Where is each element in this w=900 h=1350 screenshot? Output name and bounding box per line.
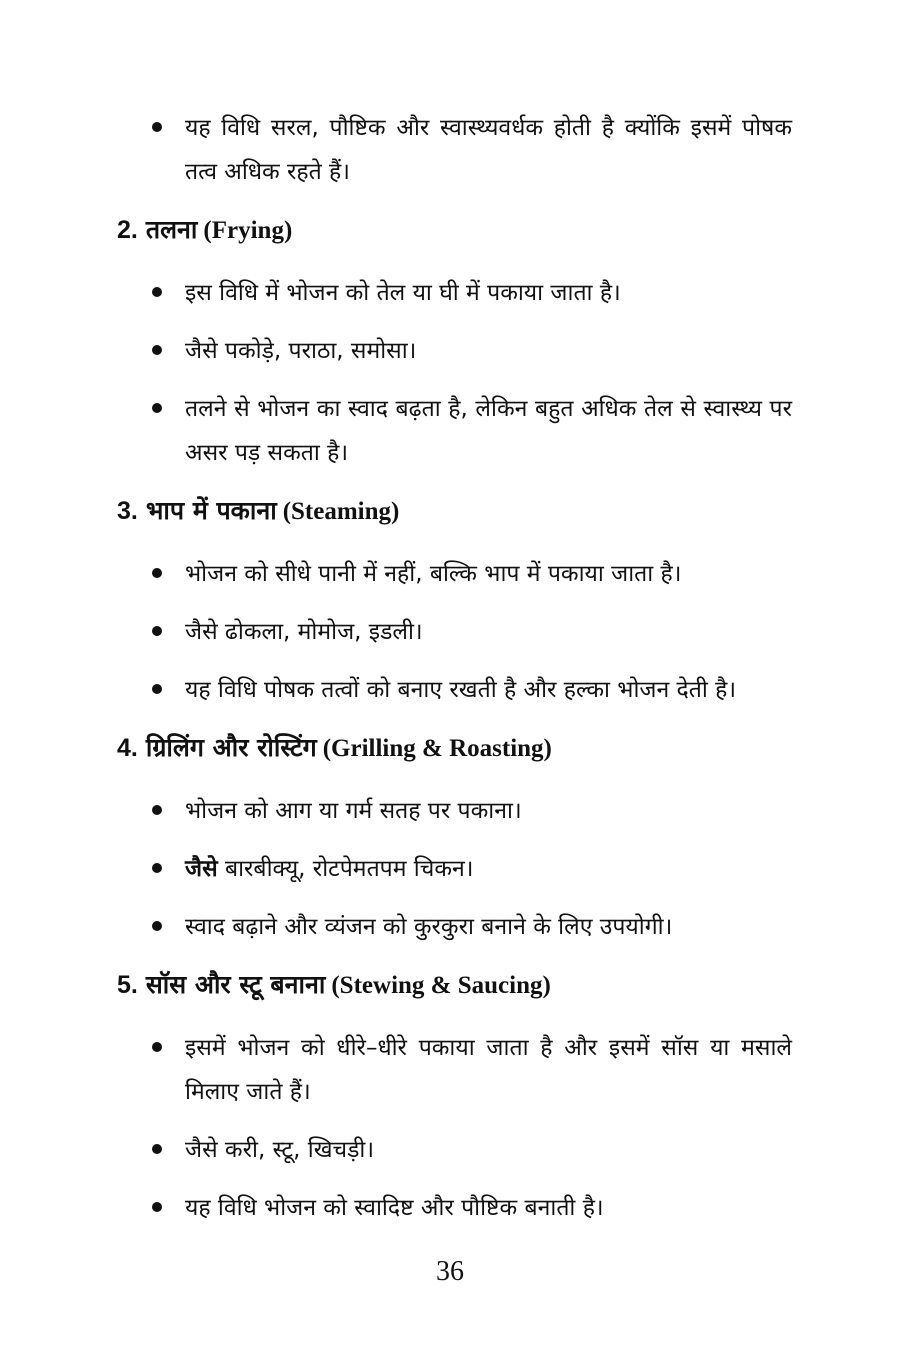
bullet-icon bbox=[152, 668, 185, 712]
bullet-icon bbox=[152, 552, 185, 596]
section-number: 5. bbox=[117, 971, 138, 999]
section-title-hindi: तलना bbox=[145, 215, 198, 244]
list-item-text: इसमें भोजन को धीरे–धीरे पकाया जाता है और इसमें सॉस या मसाले मिलाए जाते हैं। bbox=[185, 1035, 792, 1105]
bullet-icon bbox=[152, 106, 185, 194]
list-item bbox=[152, 1026, 792, 1114]
list-item-text: स्वाद बढ़ाने और व्यंजन को कुरकुरा बनाने के लिए उपयोगी। bbox=[185, 914, 673, 940]
list-item-text: तलने से भोजन का स्वाद बढ़ता है, लेकिन बहुत अधिक तेल से स्वास्थ्य पर असर पड़ सकता है। bbox=[185, 396, 792, 466]
list-item-text bbox=[185, 847, 792, 891]
list-item-text: यह विधि भोजन को स्वादिष्ट और पौष्टिक बनाती है। bbox=[185, 1195, 604, 1221]
bullet-icon bbox=[152, 387, 185, 475]
section-title-english: (Stewing & Saucing) bbox=[331, 972, 551, 999]
page-content bbox=[117, 106, 792, 1244]
bullet-icon bbox=[152, 329, 185, 373]
bullet-icon bbox=[152, 1026, 185, 1114]
page-number: 36 bbox=[436, 1256, 464, 1287]
bullet-icon bbox=[152, 905, 185, 949]
list-item bbox=[152, 668, 792, 712]
list-item bbox=[152, 387, 792, 475]
section-heading-grilling-roasting bbox=[117, 726, 792, 771]
section-title-hindi: ग्रिलिंग और रोस्टिंग bbox=[145, 733, 317, 762]
bullet-icon bbox=[152, 1128, 185, 1172]
section-title-hindi: सॉस और स्टू बनाना bbox=[145, 970, 326, 999]
section-heading-frying bbox=[117, 208, 792, 253]
section-number: 2. bbox=[117, 216, 138, 244]
list-item-text: भोजन को आग या गर्म सतह पर पकाना। bbox=[185, 798, 522, 824]
section-number: 4. bbox=[117, 734, 138, 762]
list-item-text: भोजन को सीधे पानी में नहीं, बल्कि भाप में पकाया जाता है। bbox=[185, 561, 682, 587]
list-item bbox=[152, 271, 792, 315]
list-item-text: जैसे करी, स्टू, खिचड़ी। bbox=[185, 1137, 375, 1163]
bullet-icon bbox=[152, 610, 185, 654]
list-item-text: जैसे ढोकला, मोमोज, इडली। bbox=[185, 619, 423, 645]
list-item bbox=[152, 1128, 792, 1172]
section-title-hindi: भाप में पकाना bbox=[145, 496, 277, 525]
list-item bbox=[152, 552, 792, 596]
list-item bbox=[152, 329, 792, 373]
list-item bbox=[152, 1186, 792, 1230]
list-item bbox=[152, 847, 792, 891]
example-rest: बारबीक्यू, रोटपेमतपम चिकन। bbox=[224, 856, 474, 882]
section-title-english: (Grilling & Roasting) bbox=[322, 735, 552, 762]
section-number: 3. bbox=[117, 497, 138, 525]
bullet-icon bbox=[152, 847, 185, 891]
bullet-icon bbox=[152, 789, 185, 833]
section-title-english: (Frying) bbox=[203, 217, 293, 244]
section-heading-stewing-saucing bbox=[117, 963, 792, 1008]
list-item-text: यह विधि पोषक तत्वों को बनाए रखती है और हल्का भोजन देती है। bbox=[185, 677, 737, 703]
list-item bbox=[152, 610, 792, 654]
list-item-text: यह विधि सरल, पौष्टिक और स्वास्थ्यवर्धक होती है क्योंकि इसमें पोषक तत्व अधिक रहते हैं। bbox=[185, 115, 792, 185]
list-item-text: इस विधि में भोजन को तेल या घी में पकाया जाता है। bbox=[185, 280, 621, 306]
bullet-icon bbox=[152, 1186, 185, 1230]
list-item bbox=[152, 905, 792, 949]
section-title-english: (Steaming) bbox=[282, 498, 400, 525]
bullet-icon bbox=[152, 271, 185, 315]
list-item bbox=[152, 106, 792, 194]
list-item bbox=[152, 789, 792, 833]
list-item-text: जैसे पकोड़े, पराठा, समोसा। bbox=[185, 338, 417, 364]
section-heading-steaming bbox=[117, 489, 792, 534]
example-lead-bold: जैसे bbox=[185, 856, 218, 882]
